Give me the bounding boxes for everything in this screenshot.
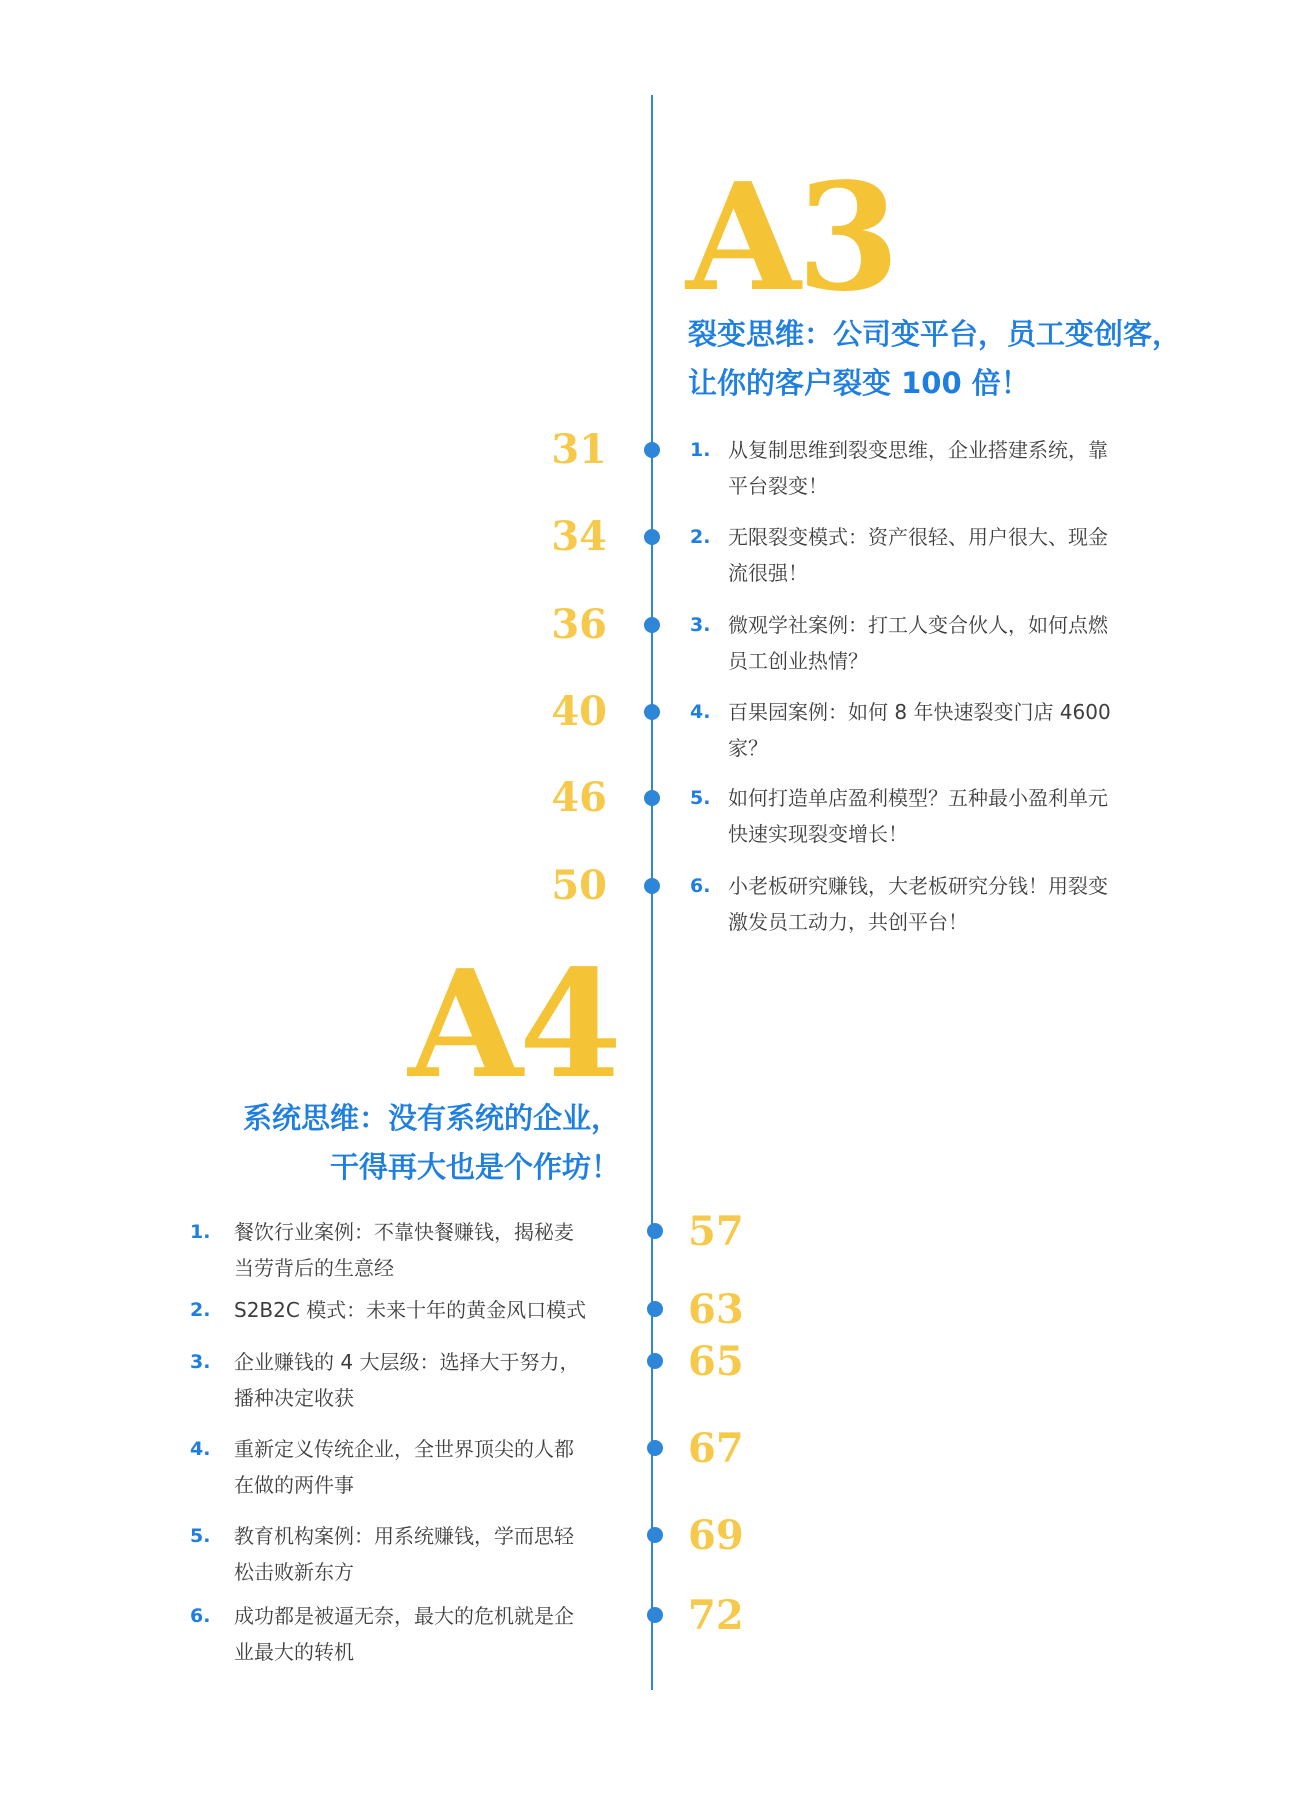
- item-title: [234, 1214, 634, 1286]
- page-number: 36: [551, 601, 607, 648]
- item-number: 3.: [190, 1351, 211, 1373]
- item-title-line2: 平台裂变！: [728, 474, 828, 498]
- item-title-line1: 百果园案例：如何 8 年快速裂变门店 4600: [728, 700, 1111, 724]
- toc-item[interactable]: [0, 1340, 1305, 1420]
- item-title-line2: 流很强！: [728, 561, 808, 585]
- item-number: 2.: [690, 526, 711, 548]
- item-number: 3.: [690, 614, 711, 636]
- item-title: [234, 1344, 634, 1416]
- section-a3-letter: A3: [686, 150, 896, 324]
- toc-item[interactable]: [0, 603, 1305, 683]
- item-title-line1: 教育机构案例：用系统赚钱，学而思轻: [234, 1524, 574, 1548]
- page-number: 63: [688, 1286, 744, 1333]
- item-number: 1.: [190, 1221, 211, 1243]
- page-number: 34: [551, 513, 607, 560]
- toc-item[interactable]: [0, 1514, 1305, 1594]
- page-number: 40: [551, 688, 607, 735]
- item-title-line2: 在做的两件事: [234, 1473, 354, 1497]
- item-number: 1.: [690, 439, 711, 461]
- item-title-line1: 重新定义传统企业，全世界顶尖的人都: [234, 1437, 574, 1461]
- item-title-line1: S2B2C 模式：未来十年的黄金风口模式: [234, 1298, 587, 1322]
- page-number: 67: [688, 1425, 744, 1472]
- item-title: [234, 1518, 634, 1590]
- item-title-line1: 成功都是被逼无奈，最大的危机就是企: [234, 1604, 574, 1628]
- section-a4-letter: A4: [408, 937, 618, 1111]
- timeline-dot: [647, 1607, 663, 1623]
- toc-item[interactable]: [0, 1210, 1305, 1290]
- timeline-dot: [644, 442, 660, 458]
- item-title-line2: 家？: [728, 736, 768, 760]
- timeline-dot: [647, 1223, 663, 1239]
- page-number: 65: [688, 1338, 744, 1385]
- item-title-line1: 如何打造单店盈利模型？五种最小盈利单元: [728, 786, 1108, 810]
- page-number: 50: [551, 862, 607, 909]
- item-number: 5.: [190, 1525, 211, 1547]
- item-title-line1: 企业赚钱的 4 大层级：选择大于努力，: [234, 1350, 580, 1374]
- timeline-dot: [644, 529, 660, 545]
- item-title: [728, 780, 1168, 852]
- item-title: [234, 1431, 634, 1503]
- item-title-line2: 当劳背后的生意经: [234, 1256, 394, 1280]
- toc-item[interactable]: [0, 515, 1305, 595]
- toc-item[interactable]: [0, 1594, 1305, 1674]
- timeline-dot: [644, 617, 660, 633]
- toc-item[interactable]: [0, 1288, 1305, 1332]
- item-title-line2: 播种决定收获: [234, 1386, 354, 1410]
- item-title-line2: 松击败新东方: [234, 1560, 354, 1584]
- item-title-line2: 员工创业热情？: [728, 649, 868, 673]
- item-title-line2: 快速实现裂变增长！: [728, 822, 908, 846]
- item-number: 2.: [190, 1299, 211, 1321]
- toc-item[interactable]: [0, 428, 1305, 508]
- timeline-dot: [644, 704, 660, 720]
- page-number: 46: [551, 774, 607, 821]
- item-title: [728, 432, 1168, 504]
- page-number: 69: [688, 1512, 744, 1559]
- item-title-line1: 微观学社案例：打工人变合伙人，如何点燃: [728, 613, 1108, 637]
- timeline-dot: [647, 1440, 663, 1456]
- item-number: 5.: [690, 787, 711, 809]
- item-title-line2: 业最大的转机: [234, 1640, 354, 1664]
- page-number: 31: [551, 426, 607, 473]
- toc-item[interactable]: [0, 1427, 1305, 1507]
- timeline-dot: [644, 878, 660, 894]
- item-title: [234, 1292, 634, 1328]
- section-a4-title-line2: 干得再大也是个作坊！: [329, 1150, 620, 1184]
- timeline-dot: [647, 1527, 663, 1543]
- item-number: 6.: [190, 1605, 211, 1627]
- toc-item[interactable]: [0, 776, 1305, 856]
- toc-item[interactable]: [0, 864, 1305, 944]
- timeline-dot: [647, 1301, 663, 1317]
- item-title-line1: 从复制思维到裂变思维，企业搭建系统，靠: [728, 438, 1108, 462]
- item-title-line1: 小老板研究赚钱，大老板研究分钱！用裂变: [728, 874, 1108, 898]
- item-title-line1: 无限裂变模式：资产很轻、用户很大、现金: [728, 525, 1108, 549]
- timeline-dot: [644, 790, 660, 806]
- item-title: [728, 607, 1168, 679]
- item-number: 6.: [690, 875, 711, 897]
- item-number: 4.: [190, 1438, 211, 1460]
- section-a3-title-line1: 裂变思维：公司变平台，员工变创客，: [688, 317, 1182, 351]
- section-a4-title-line1: 系统思维：没有系统的企业，: [242, 1101, 620, 1135]
- section-a3-title-line2: 让你的客户裂变 100 倍！: [688, 366, 1030, 400]
- page-number: 72: [688, 1592, 744, 1639]
- item-title: [728, 868, 1168, 940]
- item-title: [728, 694, 1168, 766]
- timeline-dot: [647, 1353, 663, 1369]
- item-title: [234, 1598, 634, 1670]
- section-a4-title: [60, 1094, 620, 1192]
- section-a3-title: [688, 310, 1248, 408]
- item-title-line1: 餐饮行业案例：不靠快餐赚钱，揭秘麦: [234, 1220, 574, 1244]
- item-title-line2: 激发员工动力，共创平台！: [728, 910, 968, 934]
- item-title: [728, 519, 1168, 591]
- toc-item[interactable]: [0, 690, 1305, 770]
- item-number: 4.: [690, 701, 711, 723]
- page-number: 57: [688, 1208, 744, 1255]
